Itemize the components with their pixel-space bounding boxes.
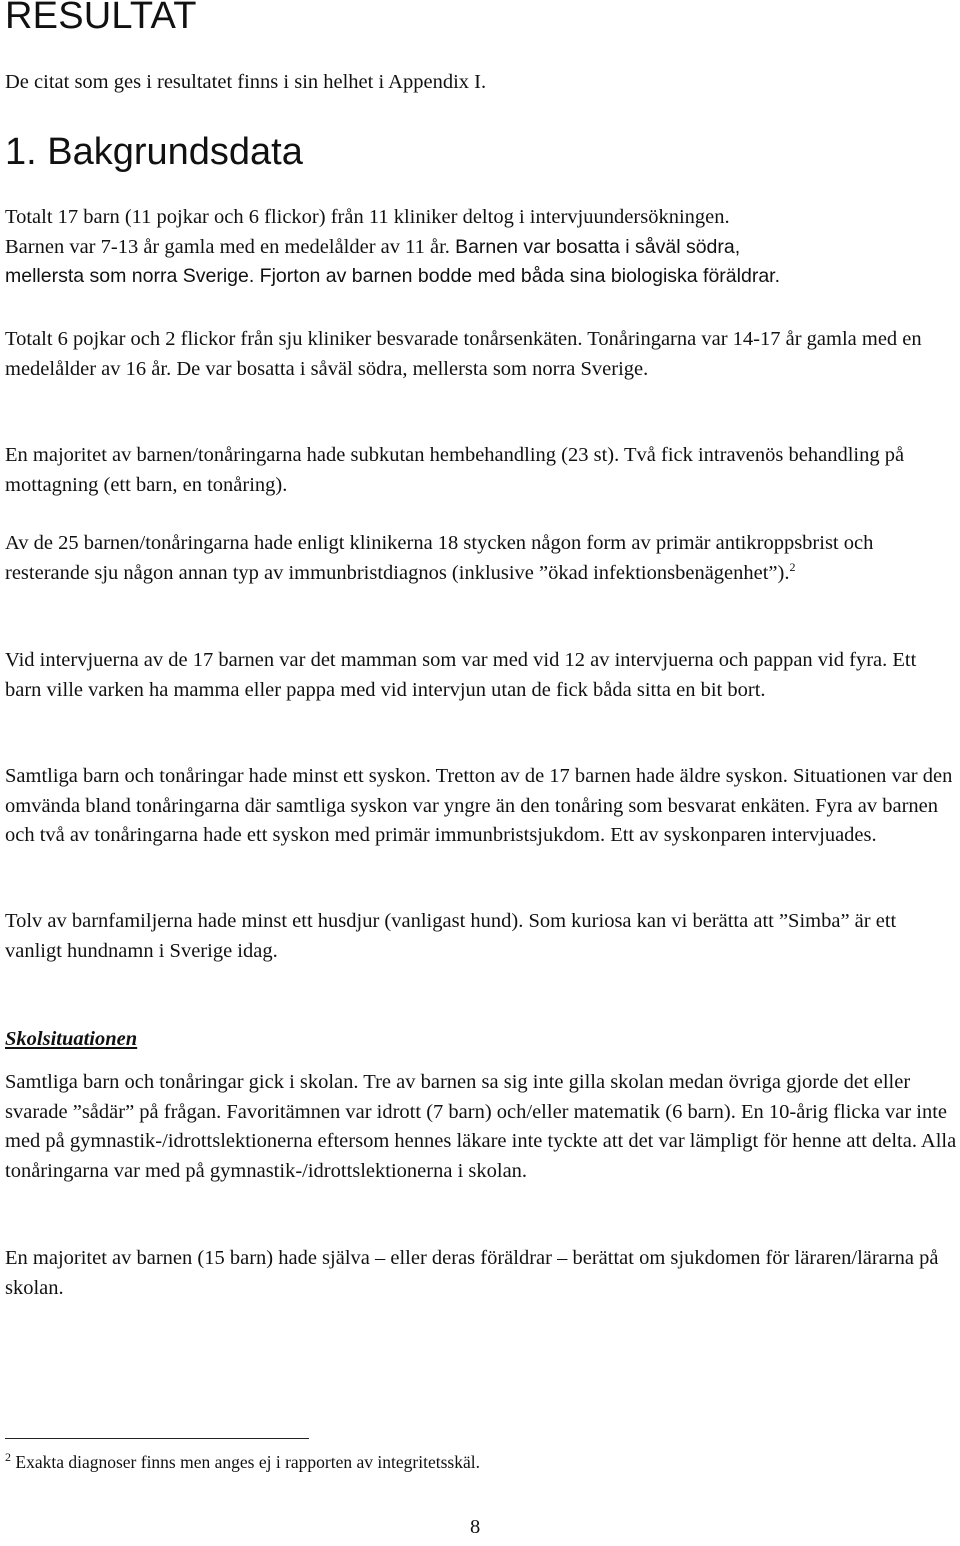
section-heading-skolsituationen: Skolsituationen <box>5 1028 138 1050</box>
paragraph-line-sans-part: Barnen var bosatta i såväl södra, <box>455 235 741 258</box>
paragraph-line <box>5 233 957 263</box>
footnote <box>5 1451 957 1473</box>
page-number: 8 <box>470 1516 481 1538</box>
paragraph-siblings: Samtliga barn och tonåringar hade minst ett syskon. Tretton av de 17 barnen hade äldre syskon. Situationen var den omvända bland tonåringarna där samtliga syskon var yngre än den tonåring som besvarat enkäten. Fyra av barnen och två av tonåringarna hade ett syskon med primär immunbristsjukdom. Ett av syskonparen intervjuades. <box>5 765 953 846</box>
paragraph-line: mellersta som norra Sverige. Fjorton av barnen bodde med båda sina biologiska föräldrar. <box>5 265 781 287</box>
footnote-divider <box>5 1438 309 1439</box>
paragraph-background-children <box>5 203 957 292</box>
footnote-reference: 2 <box>789 559 796 574</box>
paragraph-interviews: Vid intervjuerna av de 17 barnen var det mamman som var med vid 12 av intervjuerna och pappan vid fyra. Ett barn ville varken ha mamma eller pappa med vid intervjun utan de fick båda sitta en bit bort. <box>5 649 917 701</box>
paragraph-treatment: En majoritet av barnen/tonåringarna hade subkutan hembehandling (23 st). Två fick intravenös behandling på mottagning (ett barn, en tonåring). <box>5 444 905 496</box>
paragraph-diagnoses <box>5 529 957 588</box>
paragraph-line: Totalt 17 barn (11 pojkar och 6 flickor) från 11 kliniker deltog i intervjuundersökningen. <box>5 206 730 228</box>
paragraph-teenagers: Totalt 6 pojkar och 2 flickor från sju kliniker besvarade tonårsenkäten. Tonåringarna var 14-17 år gamla med en medelålder av 16 år. De var bosatta i såväl södra, mellersta som norra Sverige. <box>5 328 922 380</box>
footnote-number: 2 <box>5 1450 11 1465</box>
footnote-text: Exakta diagnoser finns men anges ej i rapporten av integritetsskäl. <box>11 1452 480 1472</box>
paragraph-pets: Tolv av barnfamiljerna hade minst ett husdjur (vanligast hund). Som kuriosa kan vi berätta att ”Simba” är ett vanligt hundnamn i Sverige idag. <box>5 910 897 962</box>
paragraph-teachers-informed: En majoritet av barnen (15 barn) hade själva – eller deras föräldrar – berättat om sjukdomen för läraren/lärarna på skolan. <box>5 1247 939 1299</box>
paragraph-text: Av de 25 barnen/tonåringarna hade enligt klinikerna 18 stycken någon form av primär antikroppsbrist och resterande sju någon annan typ av immunbristdiagnos (inklusive ”ökad infektionsbenägenhet”). <box>5 532 874 584</box>
intro-paragraph: De citat som ges i resultatet finns i sin helhet i Appendix I. <box>5 71 487 93</box>
paragraph-school: Samtliga barn och tonåringar gick i skolan. Tre av barnen sa sig inte gilla skolan medan övriga gjorde det eller svarade ”sådär” på frågan. Favoritämnen var idrott (7 barn) och/eller matematik (6 barn). En 10-årig flicka var inte med på gymnastik-/idrottslektionerna eftersom hennes läkare inte tyckte att det var lämpligt för henne att delta. Alla tonåringarna var med på gymnastik-/idrottslektionerna i skolan. <box>5 1071 957 1182</box>
page-heading-resultat: RESULTAT <box>5 0 197 37</box>
paragraph-line-serif-part: Barnen var 7-13 år gamla med en medelålder av 11 år. <box>5 235 456 258</box>
section-heading-bakgrundsdata: 1. Bakgrundsdata <box>5 131 303 173</box>
